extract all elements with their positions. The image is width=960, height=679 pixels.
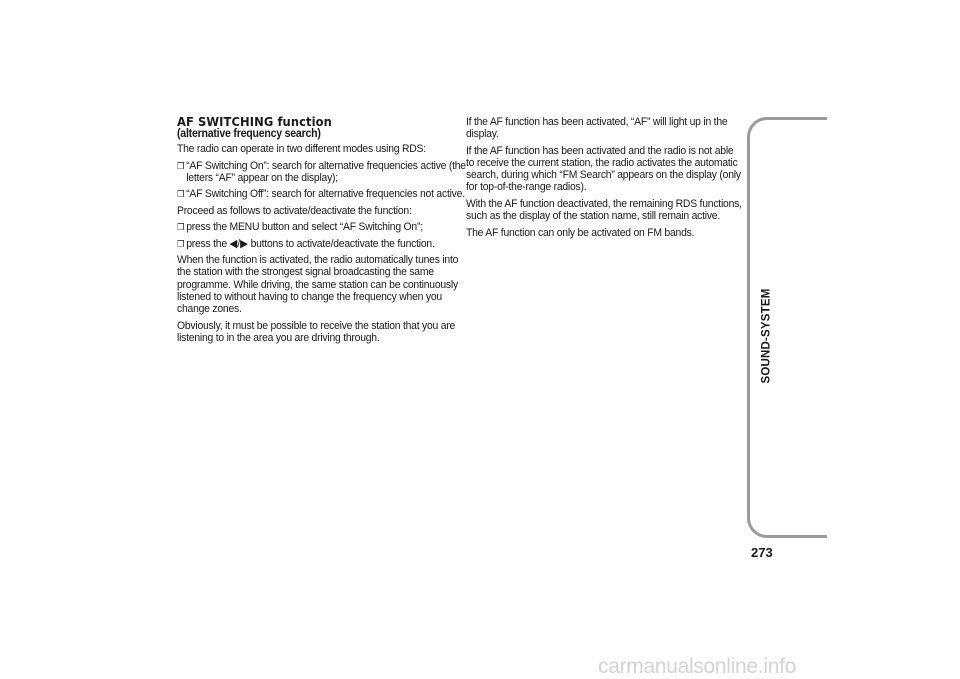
chapter-label <box>757 288 777 384</box>
section-heading: AF SWITCHING function <box>177 114 332 129</box>
rds-functions-paragraph: With the AF function deactivated, the remaining RDS functions, such as the display of the station name, still remain active. <box>466 197 742 223</box>
activated-paragraph: When the function is activated, the radio automatically tunes into the station with the strongest signal broadcasting the same programme. While driving, the same station can be continuously listened to without having to change the frequency when you change zones. <box>177 254 459 316</box>
left-right-arrows-icon: ◀/▶ <box>229 237 248 250</box>
checkbox-bullet-icon: ❒ <box>177 222 185 233</box>
step-bullet-menu <box>177 221 468 233</box>
section-subheading: (alternative frequency search) <box>177 128 321 140</box>
checkbox-bullet-icon: ❒ <box>177 238 185 249</box>
fm-bands-paragraph: The AF function can only be activated on FM bands. <box>466 226 695 239</box>
af-light-paragraph: If the AF function has been activated, “AF” will light up in the display. <box>466 116 728 141</box>
checkbox-bullet-icon: ❒ <box>177 160 185 171</box>
checkbox-bullet-icon: ❒ <box>177 189 185 200</box>
chapter-label-text: SOUND-SYSTEM <box>761 288 774 384</box>
step-prefix: press the <box>186 237 227 250</box>
proceed-paragraph: Proceed as follows to activate/deactivate the function: <box>177 204 412 217</box>
step-suffix: buttons to activate/deactivate the function. <box>250 237 435 250</box>
step-bullet-arrows <box>177 238 468 250</box>
fm-search-paragraph: If the AF function has been activated and the radio is not able to receive the current station, the radio activates the automatic search, during which “FM Search” appears on the display (only for top-of-the-range radios). <box>466 144 741 194</box>
bullet-text: “AF Switching On”: search for alternative frequencies active (the letters “AF” appear on the display); <box>186 159 466 184</box>
watermark: carmanualsonline.info <box>598 655 796 678</box>
right-column <box>466 116 742 243</box>
obviously-paragraph: Obviously, it must be possible to receive the station that you are listening to in the area you are driving through. <box>177 319 456 344</box>
mode-bullet-on <box>177 160 468 184</box>
left-column <box>177 116 468 348</box>
page-number: 273 <box>751 545 773 560</box>
bullet-text <box>186 238 468 250</box>
bullet-text: “AF Switching Off”: search for alternative frequencies not active. <box>186 188 465 201</box>
mode-bullet-off <box>177 188 468 200</box>
intro-paragraph: The radio can operate in two different modes using RDS: <box>177 143 426 155</box>
bullet-text: press the MENU button and select “AF Switching On”; <box>186 221 423 234</box>
